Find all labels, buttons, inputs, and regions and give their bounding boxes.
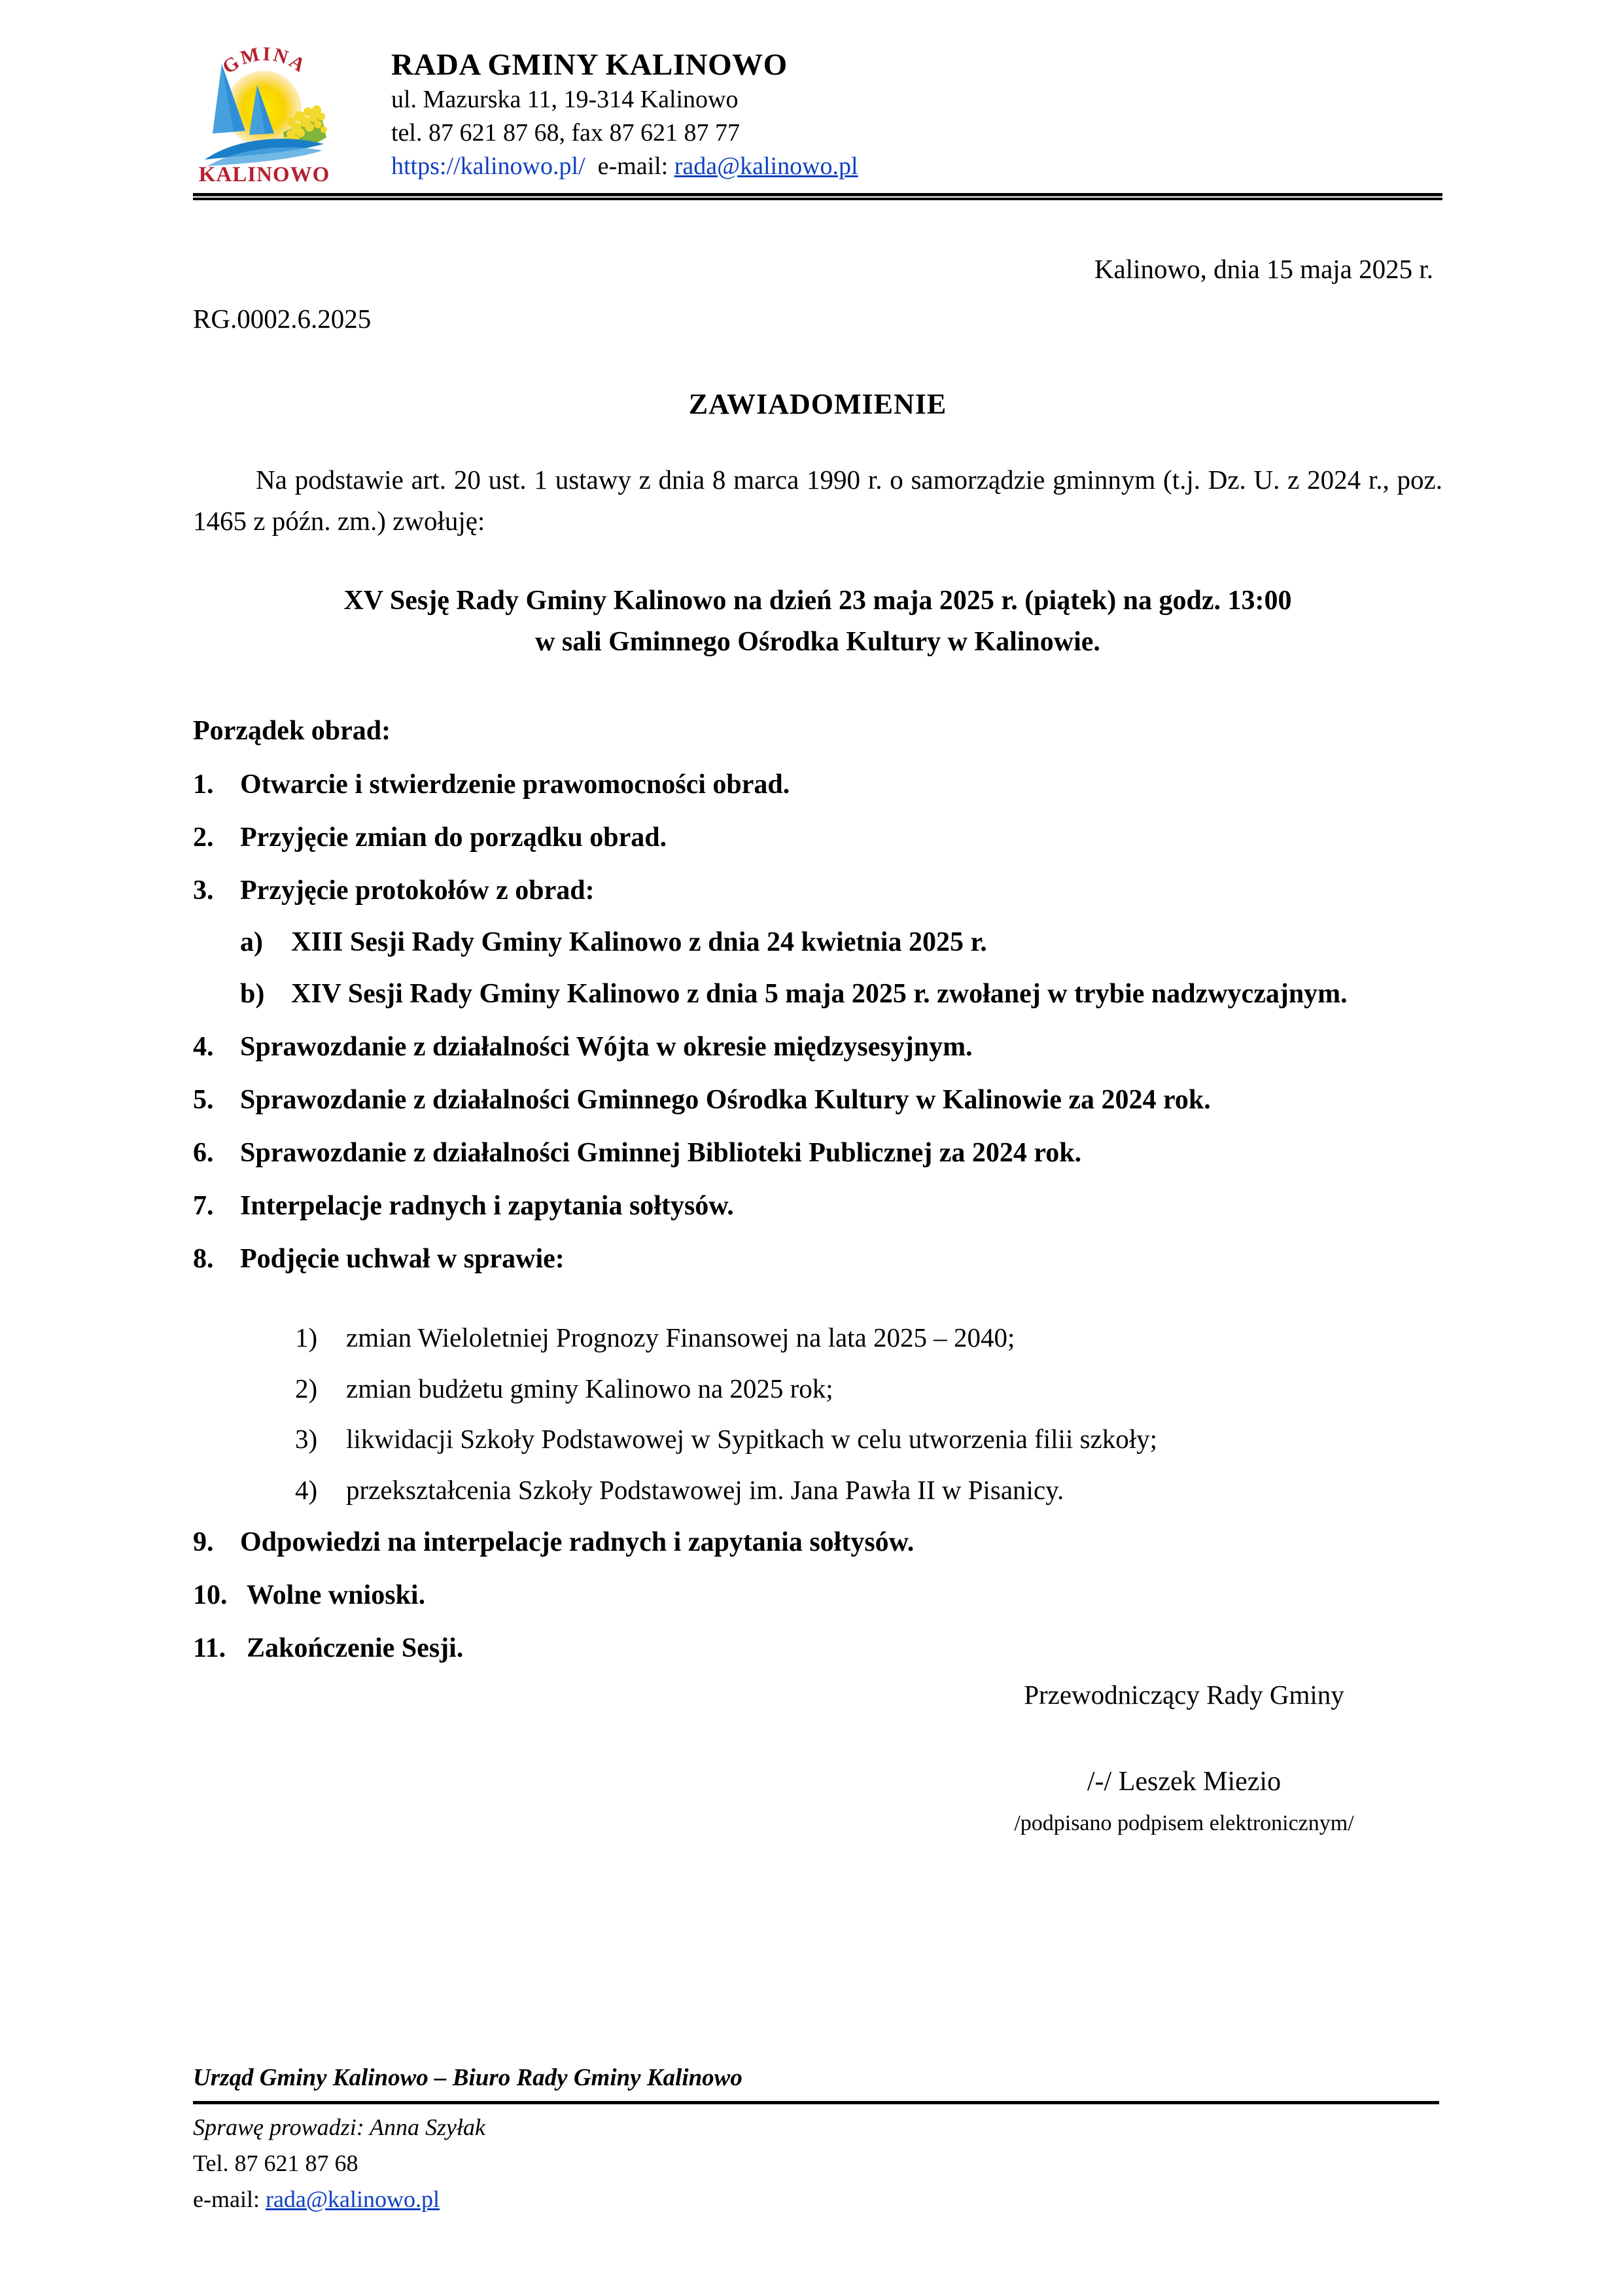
agenda-item-4-label: Sprawozdanie z działalności Wójta w okresie międzysesyjnym. — [240, 1032, 973, 1063]
website-link[interactable]: https://kalinowo.pl/ — [391, 152, 585, 180]
letterhead — [193, 38, 1442, 185]
logo-bottom-text: KALINOWO — [198, 163, 330, 185]
agenda-item-8-label: Podjęcie uchwał w sprawie: — [240, 1244, 565, 1275]
agenda-item-11-label: Zakończenie Sesji. — [247, 1633, 464, 1664]
protocol-item-b-label: XIV Sesji Rady Gminy Kalinowo z dnia 5 maja 2025 r. zwołanej w trybie nadzwyczajnym. — [291, 979, 1348, 1010]
session-line-1: XV Sesję Rady Gminy Kalinowo na dzień 23 maja 2025 r. (piątek) na godz. 13:00 — [343, 585, 1292, 616]
agenda-item-2-label: Przyjęcie zmian do porządku obrad. — [240, 822, 667, 853]
agenda-item-7 — [193, 1186, 1442, 1227]
resolution-item-4-number: 4) — [295, 1474, 318, 1505]
agenda-item-5 — [193, 1080, 1442, 1121]
agenda-item-4 — [193, 1027, 1442, 1068]
footer-handled-by: Sprawę prowadzi: Anna Szyłak — [193, 2113, 485, 2140]
agenda-item-7-number: 7. — [193, 1191, 214, 1222]
agenda-item-2 — [193, 817, 1442, 858]
resolution-item-1-label: zmian Wieloletniej Prognozy Finansowej na lata 2025 – 2040; — [346, 1322, 1015, 1353]
header-divider-rule — [193, 193, 1442, 200]
footer-email-row — [193, 2183, 1442, 2216]
place-and-date: Kalinowo, dnia 15 maja 2025 r. — [1094, 254, 1433, 284]
protocols-list — [240, 922, 1442, 1015]
email-link[interactable]: rada@kalinowo.pl — [674, 152, 858, 180]
agenda-list — [193, 764, 1442, 1669]
agenda-item-6 — [193, 1133, 1442, 1174]
resolution-item-1-number: 1) — [295, 1322, 318, 1353]
signature-block — [935, 1675, 1433, 1840]
agenda-item-7-label: Interpelacje radnych i zapytania sołtysów. — [240, 1191, 734, 1222]
agenda-item-6-number: 6. — [193, 1138, 214, 1169]
agenda-item-11 — [193, 1628, 1442, 1669]
resolution-item-2-label: zmian budżetu gminy Kalinowo na 2025 rok; — [346, 1373, 833, 1404]
footer-office-name: Urząd Gminy Kalinowo – Biuro Rady Gminy Kalinowo — [193, 2064, 742, 2091]
agenda-item-1-label: Otwarcie i stwierdzenie prawomocności obrad. — [240, 769, 790, 800]
signatory-role: Przewodniczący Rady Gminy — [1024, 1680, 1344, 1710]
resolution-item-1 — [295, 1318, 1442, 1358]
agenda-item-9 — [193, 1522, 1442, 1563]
agenda-item-6-label: Sprawozdanie z działalności Gminnej Biblioteki Publicznej za 2024 rok. — [240, 1138, 1082, 1169]
resolution-item-3-label: likwidacji Szkoły Podstawowej w Sypitkach w celu utworzenia filii szkoły; — [346, 1424, 1158, 1455]
agenda-item-3-number: 3. — [193, 875, 214, 906]
agenda-item-5-label: Sprawozdanie z działalności Gminnego Ośrodka Kultury w Kalinowie za 2024 rok. — [240, 1085, 1211, 1116]
organization-address: ul. Mazurska 11, 19-314 Kalinowo — [391, 86, 739, 114]
agenda-item-9-number: 9. — [193, 1527, 214, 1558]
resolution-item-4-label: przekształcenia Szkoły Podstawowej im. Jana Pawła II w Pisanicy. — [346, 1474, 1064, 1505]
email-label: e-mail: — [597, 152, 669, 180]
agenda-item-10-number: 10. — [193, 1580, 228, 1611]
protocol-item-a-label: XIII Sesji Rady Gminy Kalinowo z dnia 24 kwietnia 2025 r. — [291, 927, 987, 958]
organization-web-row — [391, 150, 858, 183]
legal-basis-paragraph: Na podstawie art. 20 ust. 1 ustawy z dnia 8 marca 1990 r. o samorządzie gminnym (t.j. Dz. U. z 2024 r., poz. 1465 z późn. zm.) zwołuję: — [193, 464, 1442, 537]
resolution-item-2 — [295, 1369, 1442, 1409]
document-body — [193, 249, 1442, 1669]
agenda-item-1 — [193, 764, 1442, 805]
agenda-item-8-number: 8. — [193, 1244, 214, 1275]
logo-top-text: GMINA — [218, 43, 311, 79]
footer-telephone: Tel. 87 621 87 68 — [193, 2149, 358, 2176]
agenda-item-3 — [193, 870, 1442, 1015]
agenda-heading: Porządek obrad: — [193, 716, 391, 747]
agenda-item-3-label: Przyjęcie protokołów z obrad: — [240, 875, 595, 906]
electronic-signature-note: /podpisano podpisem elektronicznym/ — [1014, 1810, 1354, 1835]
reference-number: RG.0002.6.2025 — [193, 304, 372, 334]
protocol-item-a — [240, 922, 1442, 963]
protocol-item-b — [240, 974, 1442, 1015]
footer-email-link[interactable]: rada@kalinowo.pl — [265, 2185, 440, 2212]
agenda-item-10 — [193, 1575, 1442, 1616]
gmina-kalinowo-logo — [193, 38, 336, 185]
resolution-item-2-number: 2) — [295, 1373, 318, 1404]
agenda-item-10-label: Wolne wnioski. — [247, 1580, 426, 1611]
agenda-item-11-number: 11. — [193, 1633, 226, 1664]
protocol-item-a-number: a) — [240, 927, 263, 958]
protocol-item-b-number: b) — [240, 979, 265, 1010]
agenda-item-1-number: 1. — [193, 769, 214, 800]
resolution-item-3 — [295, 1419, 1442, 1460]
agenda-item-9-label: Odpowiedzi na interpelacje radnych i zapytania sołtysów. — [240, 1527, 915, 1558]
footer-email-label: e-mail: — [193, 2185, 260, 2212]
agenda-item-4-number: 4. — [193, 1032, 214, 1063]
agenda-item-8 — [193, 1239, 1442, 1510]
organization-name: RADA GMINY KALINOWO — [391, 48, 788, 82]
session-line-2: w sali Gminnego Ośrodka Kultury w Kalinowie. — [535, 627, 1100, 658]
resolutions-list — [240, 1318, 1442, 1510]
session-announcement — [193, 580, 1442, 664]
resolution-item-4 — [295, 1470, 1442, 1511]
footer — [193, 2061, 1442, 2216]
page-title: ZAWIADOMIENIE — [688, 387, 947, 420]
letterhead-text-block — [391, 38, 858, 183]
signatory-name: /-/ Leszek Miezio — [1087, 1766, 1282, 1797]
agenda-item-2-number: 2. — [193, 822, 214, 853]
organization-phones: tel. 87 621 87 68, fax 87 621 87 77 — [391, 118, 741, 147]
agenda-item-5-number: 5. — [193, 1085, 214, 1116]
footer-divider-rule — [193, 2101, 1439, 2104]
resolution-item-3-number: 3) — [295, 1424, 318, 1455]
